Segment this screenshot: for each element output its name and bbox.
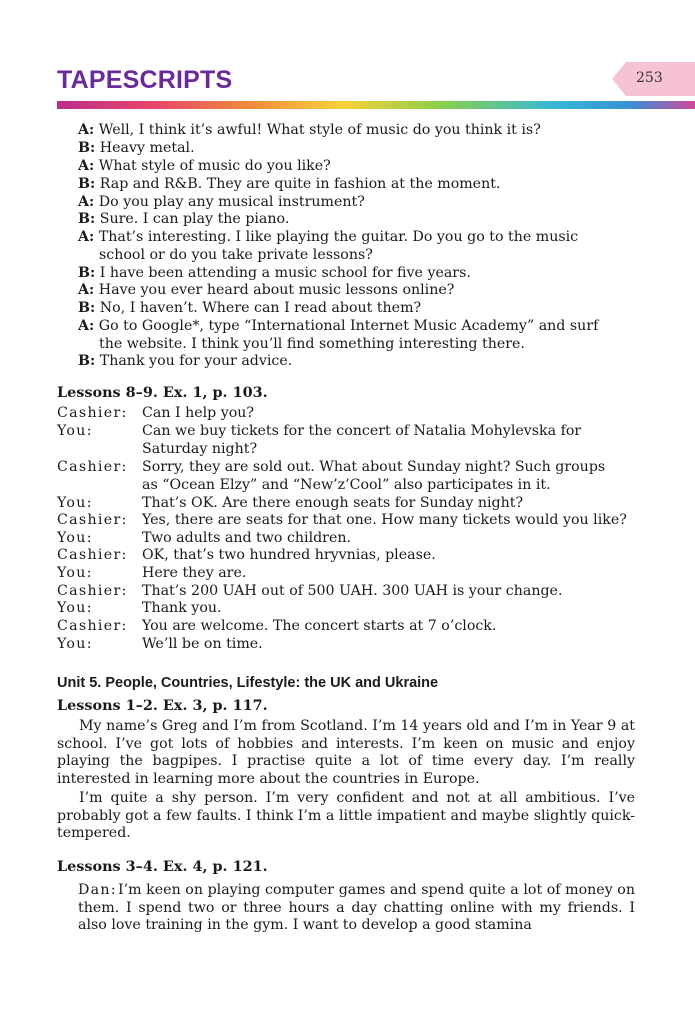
dialogue-text: Here they are. <box>142 565 247 581</box>
dialogue-text: Sorry, they are sold out. What about Sunday night? Such groups <box>142 459 606 475</box>
page-title: TAPESCRIPTS <box>57 66 233 94</box>
dialogue-text-cont: Saturday night? <box>142 441 258 457</box>
speaker-label: You: <box>57 600 93 616</box>
dialogue-line: A: Well, I think it’s awful! What style of music do you think it is? <box>78 122 541 138</box>
speaker-label: You: <box>57 423 93 439</box>
dialogue-line-cont: the website. I think you’ll find something interesting there. <box>99 336 525 352</box>
dialogue-line-cont: school or do you take private lessons? <box>99 247 373 263</box>
paragraph: My name’s Greg and I’m from Scotland. I’m 14 years old and I’m in Year 9 at school. I’ve got lots of hobbies and interests. I’m keen on music and enjoy playing the bagpipes. I practise quite a lot of time every day. I’m really interested in learning more about the countries in Europe. <box>57 718 635 787</box>
dialogue-line: A: Do you play any musical instrument? <box>78 194 365 210</box>
section-heading: Lessons 8–9. Ex. 1, p. 103. <box>57 384 268 401</box>
section-heading: Lessons 3–4. Ex. 4, p. 121. <box>57 858 268 875</box>
speaker-label: Cashier: <box>57 618 128 634</box>
speaker-label: You: <box>57 636 93 652</box>
dialogue-text: That’s 200 UAH out of 500 UAH. 300 UAH is your change. <box>142 583 563 599</box>
speaker-label: Cashier: <box>57 459 128 475</box>
dialogue-line: A: Go to Google*, type “International Internet Music Academy” and surf <box>78 318 599 334</box>
dialogue-line: B: I have been attending a music school for five years. <box>78 265 471 281</box>
dialogue-text-cont: as “Ocean Elzy” and “New’z’Cool” also participates in it. <box>142 477 551 493</box>
dialogue-text: Can I help you? <box>142 405 255 421</box>
unit-title: Unit 5. People, Countries, Lifestyle: the UK and Ukraine <box>57 675 439 691</box>
dialogue-line: B: No, I haven’t. Where can I read about them? <box>78 300 422 316</box>
speaker-label: Cashier: <box>57 512 128 528</box>
dialogue-text: We’ll be on time. <box>142 636 263 652</box>
dialogue-text: Yes, there are seats for that one. How many tickets would you like? <box>142 512 627 528</box>
speaker-label: You: <box>57 530 93 546</box>
dialogue-line: B: Rap and R&B. They are quite in fashion at the moment. <box>78 176 501 192</box>
dialogue-line: A: Have you ever heard about music lessons online? <box>78 282 455 298</box>
dialogue-line: A: What style of music do you like? <box>78 158 331 174</box>
dialogue-text: You are welcome. The concert starts at 7 o’clock. <box>142 618 497 634</box>
speaker-label: Cashier: <box>57 583 128 599</box>
dialogue-text: Thank you. <box>142 600 222 616</box>
dialogue-line: B: Thank you for your advice. <box>78 353 293 369</box>
dialogue-text: OK, that’s two hundred hryvnias, please. <box>142 547 436 563</box>
dialogue-line: A: That’s interesting. I like playing the guitar. Do you go to the music <box>78 229 579 245</box>
section-heading: Lessons 1–2. Ex. 3, p. 117. <box>57 697 268 714</box>
dialogue-text: Can we buy tickets for the concert of Natalia Mohylevska for <box>142 423 582 439</box>
speaker-label: Cashier: <box>57 405 128 421</box>
paragraph: I’m keen on playing computer games and spend quite a lot of money on them. I spend two or three hours a day chatting online with my friends. I also love training in the gym. I want to develop a good stamina <box>78 882 635 934</box>
dialogue-line: B: Sure. I can play the piano. <box>78 211 290 227</box>
paragraph: I’m quite a shy person. I’m very confident and not at all ambitious. I’ve probably got a few faults. I think I’m a little impatient and maybe slightly quick-tempered. <box>57 790 635 842</box>
rainbow-divider <box>57 101 695 109</box>
dialogue-line: B: Heavy metal. <box>78 140 195 156</box>
page-number: 253 <box>636 70 663 86</box>
dialogue-text: Two adults and two children. <box>142 530 352 546</box>
dialogue-text: That’s OK. Are there enough seats for Sunday night? <box>142 495 524 511</box>
speaker-label: Dan: <box>78 882 117 898</box>
speaker-label: Cashier: <box>57 547 128 563</box>
speaker-label: You: <box>57 565 93 581</box>
speaker-label: You: <box>57 495 93 511</box>
